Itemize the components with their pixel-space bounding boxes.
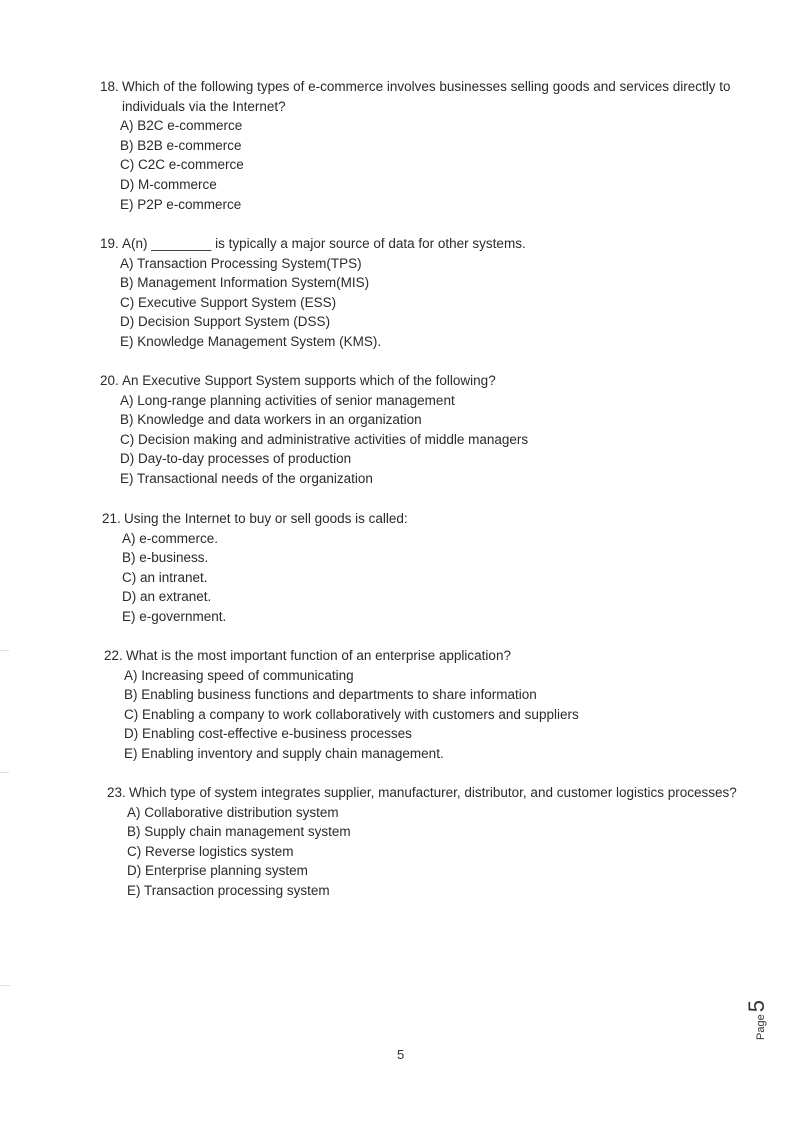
answer-option: B) Management Information System(MIS)	[120, 275, 370, 291]
question-text: An Executive Support System supports which of the following?	[122, 373, 496, 388]
answer-options	[120, 391, 742, 489]
answer-options	[120, 254, 742, 352]
answer-option: D) Enabling cost-effective e-business processes	[124, 726, 412, 742]
answer-option: E) Enabling inventory and supply chain management.	[124, 745, 444, 761]
answer-option: B) Supply chain management system	[127, 824, 351, 840]
answer-option: B) Knowledge and data workers in an organization	[120, 412, 422, 428]
question-text: Which of the following types of e-commerce involves businesses selling goods and services directly to individuals via the Internet?	[122, 79, 731, 114]
answer-options	[120, 116, 742, 214]
question-stem	[104, 646, 746, 666]
page-number: 5	[397, 1047, 405, 1062]
question-stem	[100, 234, 742, 254]
scan-artifact	[0, 650, 9, 651]
question-stem	[100, 77, 742, 116]
answer-option: A) Increasing speed of communicating	[124, 667, 354, 683]
answer-option: D) Enterprise planning system	[127, 863, 308, 879]
answer-option: C) Decision making and administrative activities of middle managers	[120, 431, 529, 447]
answer-option: C) Executive Support System (ESS)	[120, 294, 337, 310]
answer-options	[127, 803, 749, 901]
answer-option: C) an intranet.	[122, 569, 208, 585]
question-text: A(n) ________ is typically a major source of data for other systems.	[122, 236, 526, 251]
answer-option: D) M-commerce	[120, 176, 217, 192]
question-21	[102, 509, 744, 627]
scan-artifact	[0, 772, 9, 773]
question-number: 18.	[100, 79, 119, 94]
side-page-label	[746, 980, 786, 1040]
answer-option: C) Reverse logistics system	[127, 843, 294, 859]
question-number: 23.	[107, 785, 126, 800]
answer-option: A) Transaction Processing System(TPS)	[120, 255, 362, 271]
question-text: Which type of system integrates supplier, manufacturer, distributor, and customer logistics processes?	[129, 785, 737, 800]
answer-option: A) B2C e-commerce	[120, 118, 243, 134]
question-18	[100, 77, 742, 214]
answer-option: D) Day-to-day processes of production	[120, 451, 352, 467]
answer-option: A) Long-range planning activities of senior management	[120, 392, 455, 408]
question-23	[107, 783, 749, 901]
answer-option: E) P2P e-commerce	[120, 196, 242, 212]
question-number: 19.	[100, 236, 119, 251]
answer-option: B) e-business.	[122, 550, 209, 566]
answer-option: D) an extranet.	[122, 589, 212, 605]
answer-options	[122, 529, 744, 627]
side-page-label-number: 5	[744, 1000, 769, 1013]
answer-option: B) Enabling business functions and departments to share information	[124, 687, 537, 703]
answer-option: C) C2C e-commerce	[120, 157, 244, 173]
answer-options	[124, 666, 746, 764]
answer-option: E) e-government.	[122, 608, 227, 624]
question-text: What is the most important function of an enterprise application?	[126, 648, 511, 663]
answer-option: A) e-commerce.	[122, 530, 219, 546]
question-text: Using the Internet to buy or sell goods is called:	[124, 511, 408, 526]
question-number: 22.	[104, 648, 123, 663]
question-stem	[107, 783, 749, 803]
answer-option: C) Enabling a company to work collaboratively with customers and suppliers	[124, 706, 579, 722]
side-page-label-word: Page	[755, 1014, 767, 1040]
answer-option: E) Transactional needs of the organization	[120, 470, 373, 486]
answer-option: E) Transaction processing system	[127, 882, 330, 898]
answer-option: D) Decision Support System (DSS)	[120, 314, 331, 330]
answer-option: B) B2B e-commerce	[120, 137, 242, 153]
answer-option: A) Collaborative distribution system	[127, 804, 339, 820]
question-19	[100, 234, 742, 352]
question-stem	[100, 371, 742, 391]
question-number: 21.	[102, 511, 121, 526]
answer-option: E) Knowledge Management System (KMS).	[120, 333, 382, 349]
question-20	[100, 371, 742, 489]
question-22	[104, 646, 746, 764]
question-number: 20.	[100, 373, 119, 388]
scan-artifact	[0, 985, 10, 986]
question-stem	[102, 509, 744, 529]
